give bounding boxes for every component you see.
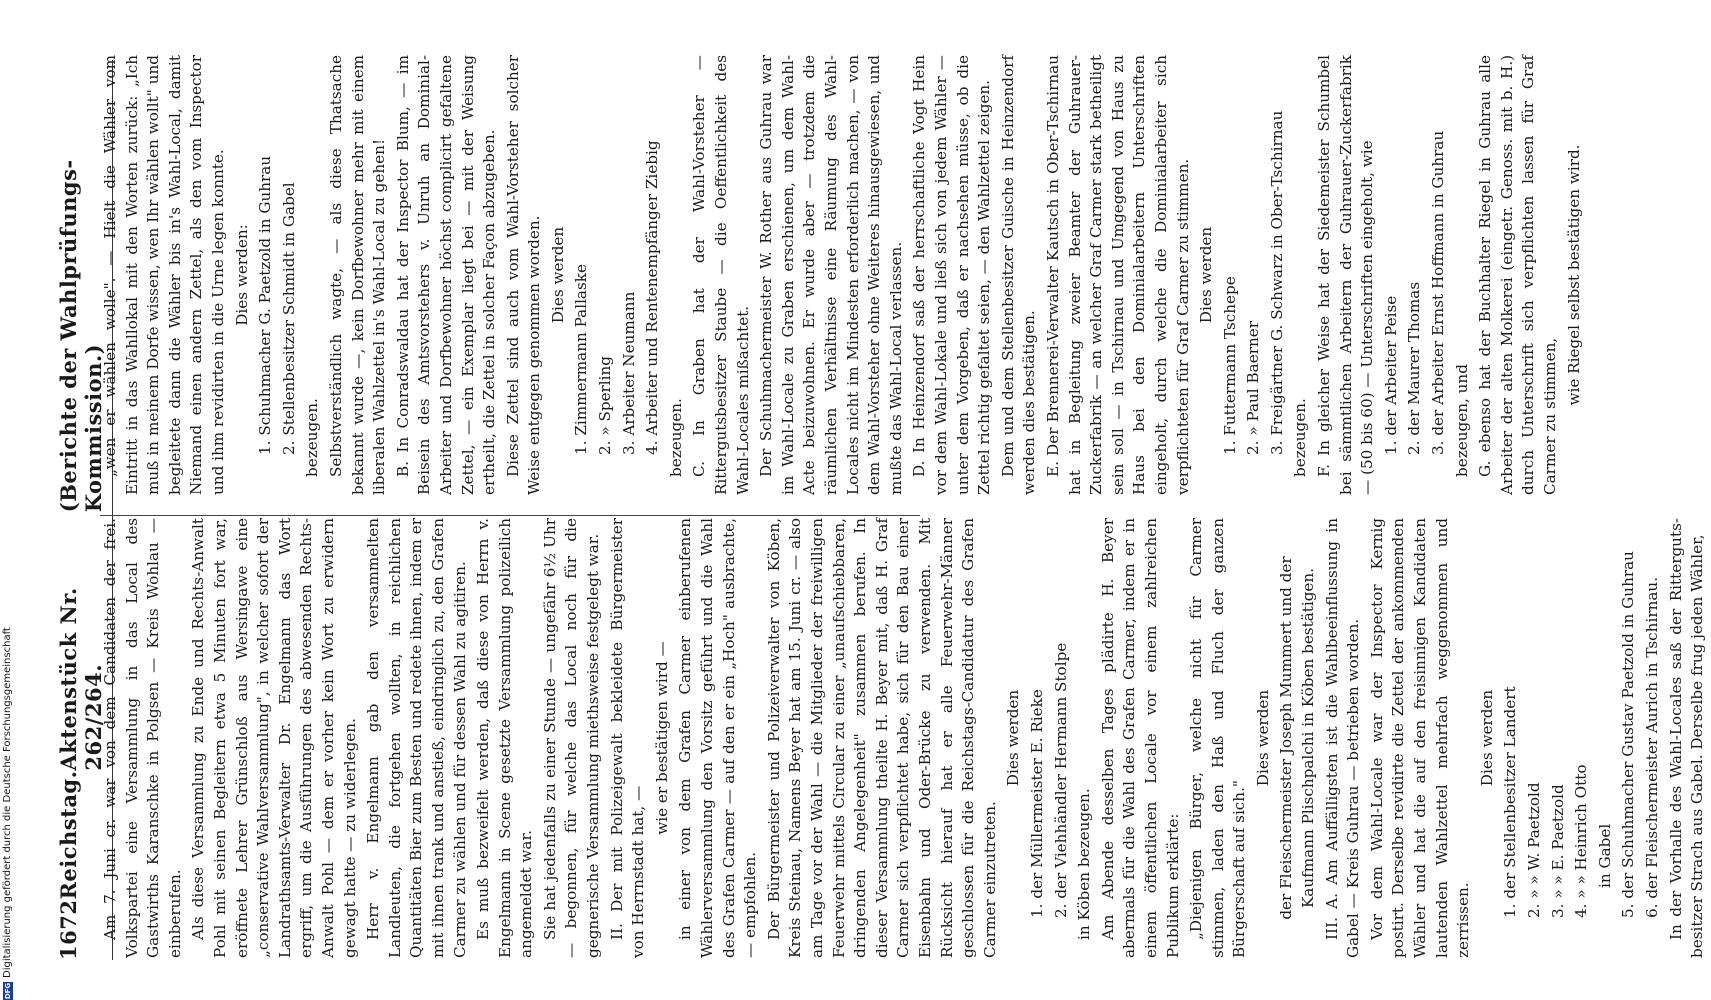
right-column-paragraph: Dem und dem Stellenbesitzer Guische in Heinzendorf werden dies bestätigen. xyxy=(998,55,1039,495)
right-column-paragraph: 2. Stellenbesitzer Schmidt in Gabel xyxy=(279,182,298,455)
left-column-paragraph: 4. » » Heinrich Otto xyxy=(1572,764,1591,918)
left-column-paragraph: II. Der mit Polizeigewalt bekleidete Bürgermeister von Herrnstadt hat, — xyxy=(607,518,648,958)
header-section: Reichstag. xyxy=(56,770,81,900)
left-column-paragraph: 2. der Viehhändler Hermann Stolpe xyxy=(1051,642,1070,918)
left-column-paragraph: 1. der Müllermeister E. Rieke xyxy=(1027,689,1046,918)
left-column-paragraph: wie er bestätigen wird — xyxy=(652,641,671,835)
left-column-paragraph: Der Bürgermeister und Polizeiverwalter von Köben, Kreis Steinau, Namens Beyer hat am 15. Juni cr. — also am Tage vor der Wahl — die Mitglieder der freiwilligen Feuerwehr mittels Circular zu einer „unaufschiebbaren, dringenden Angelegenheit" zusammen berufen. In dieser Versammlung theilte H. Beyer mit, daß H. Graf Carmer sich verpflichtet habe, sich für den Bau einer Eisenbahn und Oder-Brücke zu verwenden. Mit Rücksicht hierauf hat er alle Feuerwehr-Männer geschlossen für die Reichstags-Candidatur des Grafen Carmer einzutreten. xyxy=(764,518,999,958)
left-column-paragraph: „Diejenigen Bürger, welche nicht für Carmer stimmen, laden den Haß und Fluch der ganzen Bürgerschaft auf sich." xyxy=(1187,518,1249,958)
left-column-paragraph: 6. der Fleischermeister Aurich in Tschirnau. xyxy=(1642,576,1661,918)
left-column-paragraph: der Fleischermeister Joseph Mummert und der Kaufmann Plischpalchi in Köben bestätigen. xyxy=(1277,556,1318,920)
left-column-paragraph: in einer von dem Grafen Carmer einberufenen Wählerversammlung den Vorsitz geführt und die Wahl des Grafen Carmer — auf den er ein „Hoch" ausbrachte, — empfohlen. xyxy=(676,518,760,958)
right-column xyxy=(100,55,1587,495)
left-column-paragraph: Dies werden xyxy=(1004,689,1023,787)
right-column-paragraph: Dies werden: xyxy=(232,224,251,326)
left-column-paragraph: Als diese Versammlung zu Ende und Rechts-Anwalt Pohl mit seinen Begleitern etwa 5 Minuten fort war, eröffnete Lehrer Grünschloß aus Wersingawe eine „conservative Wahlversammlung", in welcher sofort der Landrathsamts-Verwalter Dr. Engelmann das Wort ergriff, um die Ausführungen des abwesenden Rechts-Anwalt Pohl — dem er vorher kein Wort zu erwidern gewagt hatte — zu widerlegen. xyxy=(189,518,359,958)
left-column-paragraph: Am 7. Juni cr. war von dem Candidaten der frei. Volkspartei eine Versammlung in das Local des Gastwirths Karanschke in Polgsen — Kreis Wohlau — einberufen. xyxy=(101,518,184,958)
right-column-paragraph: wie Riegel selbst bestätigen wird. xyxy=(1564,144,1583,406)
right-column-paragraph: bezeugen. xyxy=(666,398,685,477)
left-column-paragraph: Sie hat jedenfalls zu einer Stunde — ungefähr 6½ Uhr — begonnen, für welche das Local noch für die gegnerische Versammlung miethsweise festgelegt war. xyxy=(540,518,603,958)
right-column-paragraph: bezeugen. xyxy=(1291,398,1310,477)
left-column xyxy=(100,518,1711,958)
left-column-paragraph: III. A. Am Auffälligsten ist die Wahlbeeinflussung in Gabel — Kreis Guhrau — betrieben worden. xyxy=(1322,518,1363,958)
right-column-paragraph: 1. Schuhmacher G. Paetzold in Guhrau xyxy=(256,155,275,455)
left-column-paragraph: Am Abende desselben Tages plädirte H. Beyer abermals für die Wahl des Grafen Carmer, indem er in einem öffentlichen Locale vor einem zahlreichen Publikum erklärte: xyxy=(1098,518,1182,958)
left-column-paragraph: Vor dem Wahl-Locale war der Inspector Kernig postirt. Derselbe revidirte die Zettel der ankommenden Wähler und hat die auf den freisinnigen Kandidaten lautenden Wahlzettel mehrfach weggenommen und zerrissen. xyxy=(1367,518,1473,958)
right-column-paragraph: 3. Freigärtner G. Schwarz in Ober-Tschirnau xyxy=(1267,110,1286,455)
digitization-credit xyxy=(2,627,13,1000)
right-column-paragraph: Selbstverständlich wagte, — als diese Thatsache bekannt wurde —, kein Dorfbewohner mehr mit einem liberalen Wahlzettel in's Wahl-Local zu gehen! xyxy=(326,55,389,495)
right-column-paragraph: 4. Arbeiter und Rentenempfänger Ziebig xyxy=(643,140,662,455)
right-column-paragraph: F. In gleicher Weise hat der Siedemeister Schumbel bei sämmtlichen Arbeitern der Guhrauer-Zuckerfabrik — (50 bis 60) — Unterschriften eingeholt, wie xyxy=(1315,55,1377,495)
left-column-paragraph: 5. der Schuhmacher Gustav Paetzold in Guhrau xyxy=(1619,551,1638,918)
right-column-paragraph: G. ebenso hat der Buchhalter Riegel in Guhrau alle Arbeiter der alten Molkerei (eingetr. Genoss. mit b. H.) durch Unterschrift sich verpflichten lassen für Graf Carmer zu stimmen, xyxy=(1476,55,1559,495)
right-column-paragraph: 1. Zimmermann Pallaske xyxy=(572,264,591,455)
right-column-paragraph: Dies werden xyxy=(1197,226,1216,324)
dfg-logo-icon: DFG xyxy=(3,982,12,1000)
right-column-paragraph: 1. Futtermann Tschepe xyxy=(1220,276,1239,455)
right-column-paragraph: Dies werden xyxy=(548,226,567,324)
left-column-paragraph: in Gabel xyxy=(1595,823,1614,888)
left-column-paragraph: In der Vorhalle des Wahl-Locales saß der Ritterguts-besitzer Strach aus Gabel. Derselbe frug jeden Wähler, xyxy=(1666,518,1707,958)
left-column-paragraph: Dies werden xyxy=(1477,689,1496,787)
right-column-paragraph: 1. der Arbeiter Peise xyxy=(1381,295,1400,455)
column-divider xyxy=(100,515,920,516)
credit-text: Digitalisierung gefördert durch die Deutsche Forschungsgemeinschaft xyxy=(2,627,13,978)
right-column-paragraph: bezeugen, und xyxy=(1452,364,1471,477)
right-column-paragraph: B. In Conradswaldau hat der Inspector Blum, — im Beisein des Amtsvorstehers v. Unruh an Dominial-Arbeiter und Dorfbewohner höchst complicirt gefaltene Zettel, — ein Exemplar liegt bei — mit der Weisung ertheilt, die Zettel in solcher Façon abzugeben. xyxy=(393,55,499,495)
right-column-paragraph: E. Der Brennerei-Verwalter Kautsch in Ober-Tschirnau hat in Begleitung zweier Beamter der Guhrauer-Zuckerfabrik — an welcher Graf Carmer stark betheiligt sein soll — in Tschirnau und Umgegend von Haus zu Haus bei den Dominialarbeitern Unterschriften eingeholt, durch welche die Dominialarbeiter sich verpflichteten für Graf Carmer zu stimmen. xyxy=(1043,55,1192,495)
right-column-paragraph: 3. der Arbeiter Ernst Hoffmann in Guhrau xyxy=(1429,130,1448,455)
left-column-paragraph: Es muß bezweifelt werden, daß diese von Herrn v. Engelmann in Scene gesetzte Versammlung polizeilich angemeldet war. xyxy=(474,518,536,958)
left-column-paragraph: Dies werden xyxy=(1253,689,1272,787)
page-number: 1672 xyxy=(56,899,81,960)
header-subtitle: (Berichte der Wahlprüfungs-Kommission.) xyxy=(56,159,106,513)
left-column-paragraph: Herr v. Engelmann gab den versammelten Landleuten, die fortgehen wollten, in reichlichen Quantitäten Bier zum Besten und redete ihnen, indem er mit ihnen trank und anstieß, eindringlich zu, den Grafen Carmer zu wählen und für dessen Wahl zu agitiren. xyxy=(364,518,469,958)
right-column-paragraph: bezeugen. xyxy=(303,398,322,477)
header-document: Aktenstück Nr. 262/264. xyxy=(56,587,106,771)
left-column-paragraph: in Köben bezeugen. xyxy=(1075,788,1094,940)
left-column-paragraph: 1. der Stellenbesitzer Landert xyxy=(1501,686,1520,918)
right-column-paragraph: Diese Zettel sind auch vom Wahl-Vorsteher solcher Weise entgegen genommen worden. xyxy=(503,55,544,495)
right-column-paragraph: Der Schuhmachermeister W. Rother aus Guhrau war im Wahl-Locale zu Graben erschienen, um dem Wahl-Acte beizuwohnen. Er wurde aber — trotzdem die räumlichen Verhältnisse eine Räumung des Wahl-Locales nicht im Mindesten erforderlich machen, — von dem Wahl-Vorsteher ohne Weiteres hinausgewiesen, und mußte das Wahl-Local verlassen. xyxy=(757,55,905,495)
right-column-paragraph: „wen er wählen wolle". — Hielt die Wähler vom Eintritt in das Wahllokal mit den Worten zurück: „Ich muß in meinem Dorfe wissen, wen Ihr wählen wollt" und begleitete dann die Wähler bis in's Wahl-Local, damit Niemand einen andern Zettel, als den vom Inspector und ihm revidirten in die Urne legen konnte. xyxy=(101,55,227,495)
right-column-paragraph: D. In Heinzendorf saß der herrschaftliche Vogt Hein vor dem Wahl-Lokale und ließ sich von jedem Wähler — unter dem Vorgeben, daß er nachsehen müsse, ob die Zettel richtig gefaltet seien, — den Wahlzettel zeigen. xyxy=(910,55,994,495)
right-column-paragraph: 2. » Paul Baerner xyxy=(1244,321,1263,455)
right-column-paragraph: 2. » Sperling xyxy=(596,355,615,455)
left-column-paragraph: 2. » » W. Paetzold xyxy=(1525,782,1543,918)
left-column-paragraph: 3. » » E. Paetzold xyxy=(1548,784,1567,918)
right-column-paragraph: 3. Arbeiter Neumann xyxy=(619,291,638,455)
right-column-paragraph: C. In Graben hat der Wahl-Vorsteher — Rittergutsbesitzer Staube — die Oeffentlichkeit des Wahl-Locales mißachtet. xyxy=(690,55,752,495)
right-column-paragraph: 2. der Maurer Thomas xyxy=(1405,281,1424,455)
